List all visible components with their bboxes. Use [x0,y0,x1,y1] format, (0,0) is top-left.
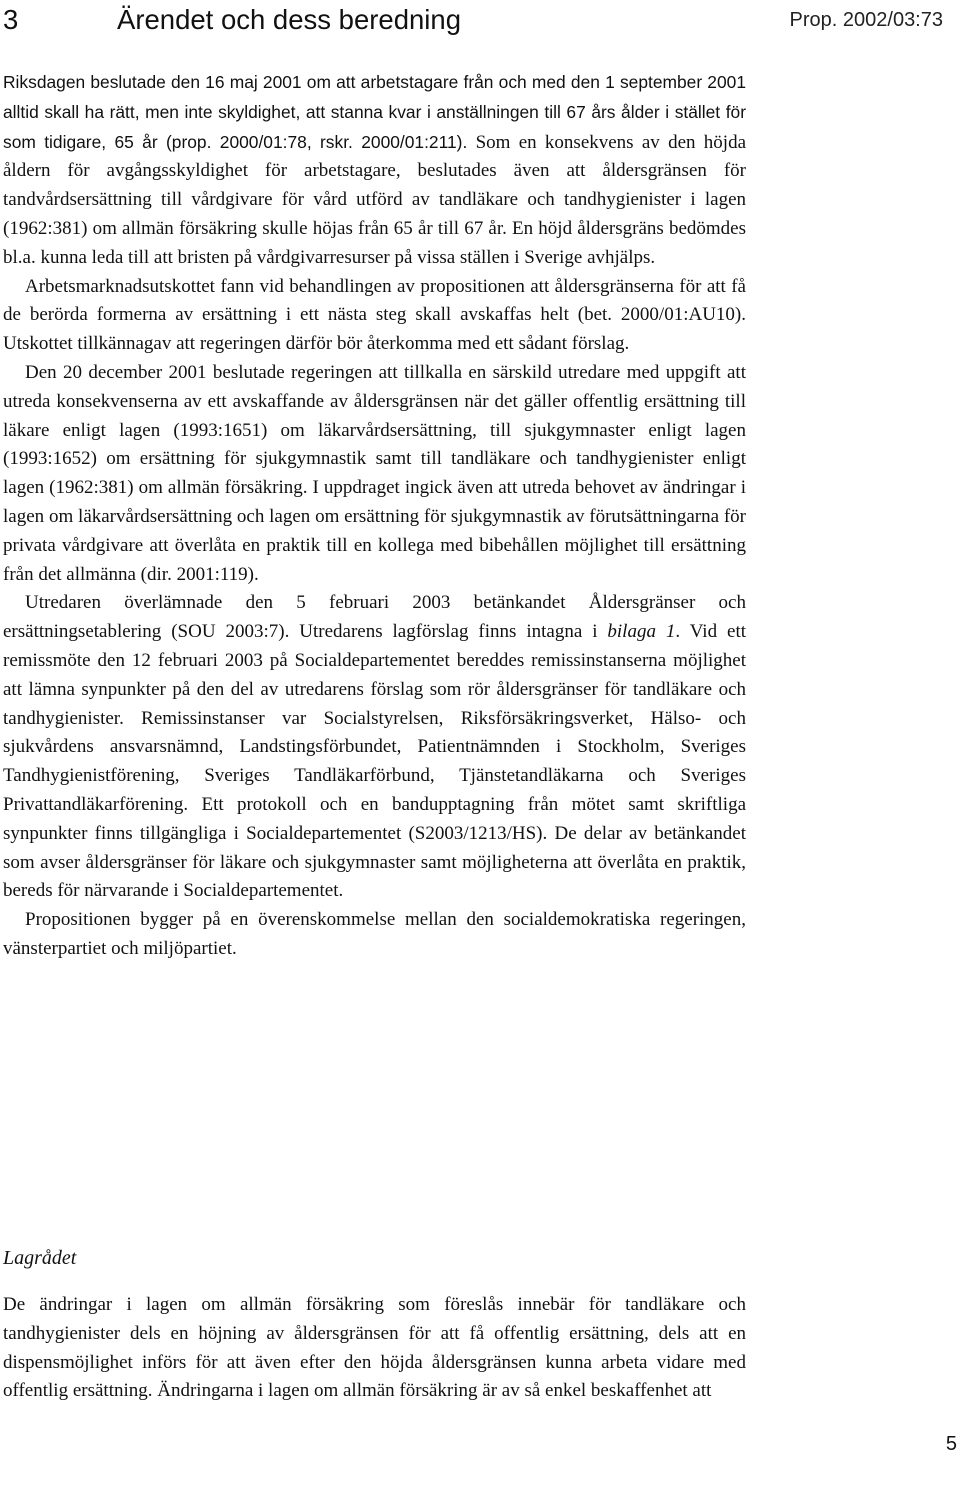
section-heading: Lagrådet [3,1247,77,1269]
paragraph-text: . Vid ett remissmöte den 12 februari 2003 på Socialdepartementet bereddes remissinstanserna möjlighet att lämna synpunkter på den del av utredarens förslag som rör åldersgränser för tandläkare och tandhygienister. Remissinstanser var Socialstyrelsen, Riksförsäkringsverket, Hälso- och sjukvårdens ansvarsnämnd, Landstingsförbundet, Patientnämnden i Stockholm, Sveriges Tandhygienistförening, Sveriges Tandläkarförbund, Tjänstetandläkarna och Sveriges Privattandläkarförening. Ett protokoll och en bandupptagning från mötet samt skriftliga synpunkter finns tillgängliga i Socialdepartementet (S2003/1213/HS). De delar av betänkandet som avser åldersgränser för läkare och sjukgymnaster samt möjligheterna att överlåta en praktik, bereds för närvarande i Socialdepartementet. [3,621,746,902]
paragraph: De ändringar i lagen om allmän försäkring som föreslås innebär för tandläkare och tandhygienister dels en höjning av åldersgränsen för att få offentlig ersättning, dels att en dispensmöjlighet införs för att även efter den höjda åldersgränsen kunna arbeta vidare med offentlig ersättning. Ändringarna i lagen om allmän försäkring är av så enkel beskaffenhet att [3,1294,746,1402]
paragraph-continuation: Som en konsekvens av den höjda åldern för avgångsskyldighet för arbetstagare, beslutades även att åldersgränsen för tandvårdsersättning till vårdgivare för vård utförd av tandläkare och tandhygienister i lagen (1962:381) om allmän försäkring skulle höjas från 65 år till 67 år. En höjd åldersgräns bedömdes bl.a. kunna leda till att bristen på vårdgivarresurser på vissa ställen i Sverige avhjälps. [3,131,747,268]
chapter-heading [3,3,461,37]
paragraph [3,68,746,273]
section-body [3,1291,746,1406]
paragraph [3,589,746,906]
chapter-number: 3 [3,4,19,35]
proposition-reference: Prop. 2002/03:73 [789,9,943,31]
paragraph-text: Utredaren överlämnade den 5 februari 2003 betänkandet Åldersgränser och ersättningsetablering (SOU 2003:7). Utredarens lagförslag finns intagna i [3,592,746,643]
chapter-body [3,68,746,964]
chapter-title: Ärendet och dess beredning [117,4,461,35]
paragraph-lead: Riksdagen beslutade den 16 maj 2001 om att arbetstagare från och med den 1 september 2001 alltid skall ha rätt, men inte skyldighet, att stanna kvar i anställningen till 67 års ålder i stället för som tidigare, 65 år (prop. 2000/01:78, rskr. 2000/01:211). [3,72,746,152]
paragraph: Den 20 december 2001 beslutade regeringen att tillkalla en särskild utredare med uppgift att utreda konsekvenserna av ett avskaffande av åldersgränsen när det gäller offentlig ersättning till läkare enligt lagen (1993:1651) om läkarvårdsersättning, till sjukgymnaster enligt lagen (1993:1652) om ersättning för sjukgymnastik samt till tandläkare och tandhygienister enligt lagen (1962:381) om allmän försäkring. I uppdraget ingick även att utreda behovet av ändringar i lagen om läkarvårdsersättning och lagen om ersättning för sjukgymnastik av förutsättningarna för privata vårdgivare att överlåta en praktik till en kollega med bibehållen möjlighet till ersättning från det allmänna (dir. 2001:119). [3,361,746,585]
emphasis-text: bilaga 1 [607,621,676,643]
page-number: 5 [945,1433,957,1455]
paragraph: Arbetsmarknadsutskottet fann vid behandlingen av propositionen att åldersgränserna för att få de berörda formerna av ersättning i ett nästa steg skall avskaffas helt (bet. 2000/01:AU10). Utskottet tillkännagav att regeringen därför bör återkomma med ett sådant förslag. [3,275,746,355]
page-header [0,0,960,44]
paragraph: Propositionen bygger på en överenskommelse mellan den socialdemokratiska regeringen, vänsterpartiet och miljöpartiet. [3,909,746,959]
